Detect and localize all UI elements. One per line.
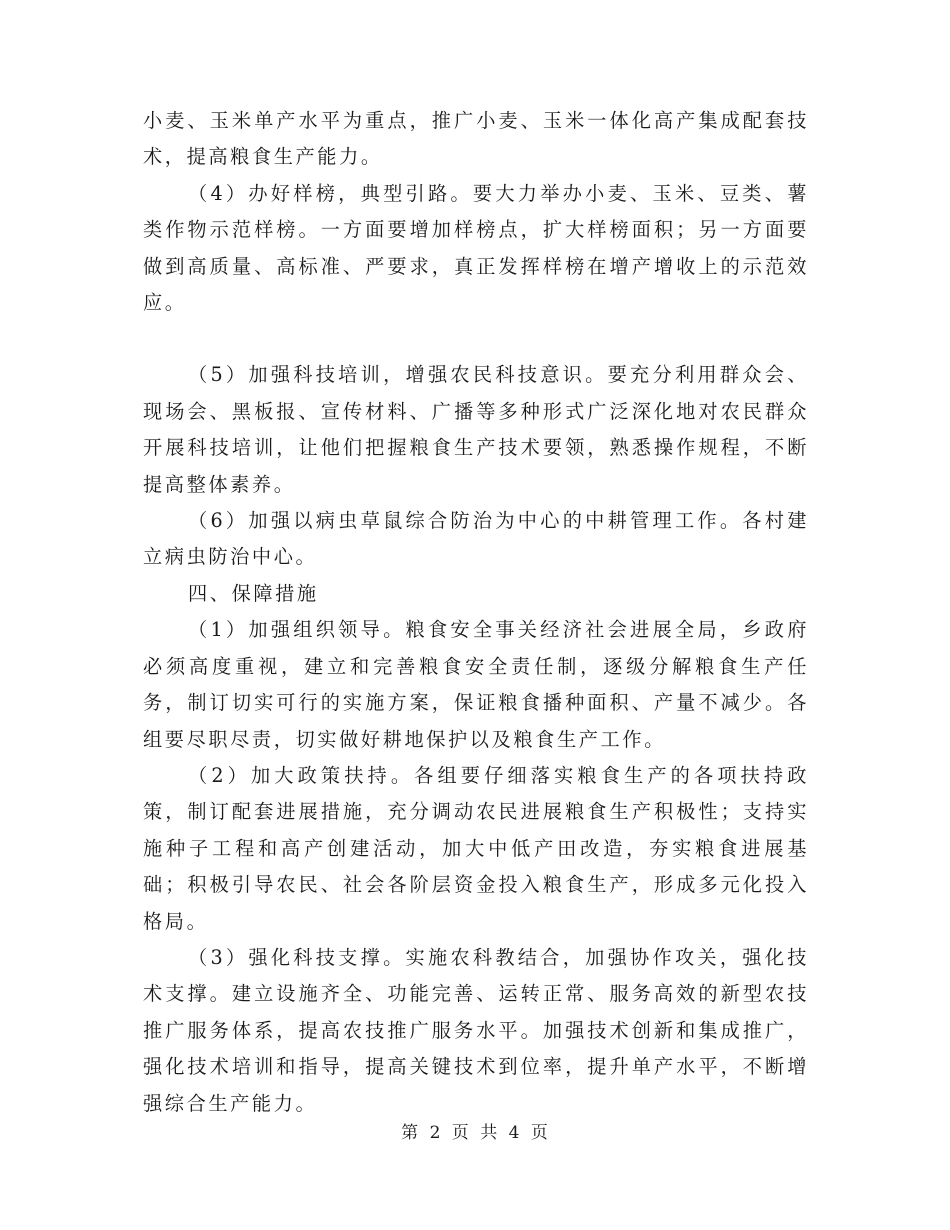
- paragraph-item-5: （5）加强科技培训，增强农民科技意识。要充分利用群众会、现场会、黑板报、宣传材料、广播等多种形式广泛深化地对农民群众开展科技培训，让他们把握粮食生产技术要领，熟悉操作规程，不断提高整体素养。: [143, 363, 809, 496]
- paragraph-item-6: （6）加强以病虫草鼠综合防治为中心的中耕管理工作。各村建立病虫防治中心。: [143, 509, 809, 569]
- document-body: [143, 103, 809, 1122]
- paragraph-safeguard-3: （3）强化科技支撑。实施农科教结合，加强协作攻关，强化技术支撑。建立设施齐全、功能完善、运转正常、服务高效的新型农技推广服务体系，提高农技推广服务水平。加强技术创新和集成推广，强化技术培训和指导，提高关键技术到位率，提升单产水平，不断增强综合生产能力。: [143, 945, 809, 1115]
- paragraph-spacer: [143, 321, 809, 357]
- paragraph-safeguard-2: （2）加大政策扶持。各组要仔细落实粮食生产的各项扶持政策，制订配套进展措施，充分调动农民进展粮食生产积极性；支持实施种子工程和高产创建活动，加大中低产田改造，夯实粮食进展基础；积极引导农民、社会各阶层资金投入粮食生产，形成多元化投入格局。: [143, 763, 809, 933]
- page-number-footer: 第 2 页 共 4 页: [401, 1123, 549, 1143]
- paragraph-continuation: 小麦、玉米单产水平为重点，推广小麦、玉米一体化高产集成配套技术，提高粮食生产能力。: [143, 109, 809, 169]
- paragraph-safeguard-1: （1）加强组织领导。粮食安全事关经济社会进展全局，乡政府必须高度重视，建立和完善粮食安全责任制，逐级分解粮食生产任务，制订切实可行的实施方案，保证粮食播种面积、产量不减少。各组要尽职尽责，切实做好耕地保护以及粮食生产工作。: [143, 618, 809, 751]
- section-heading-safeguards: 四、保障措施: [188, 581, 319, 605]
- paragraph-item-4: （4）办好样榜，典型引路。要大力举办小麦、玉米、豆类、薯类作物示范样榜。一方面要增加样榜点，扩大样榜面积；另一方面要做到高质量、高标准、严要求，真正发挥样榜在增产增收上的示范效应。: [143, 181, 809, 315]
